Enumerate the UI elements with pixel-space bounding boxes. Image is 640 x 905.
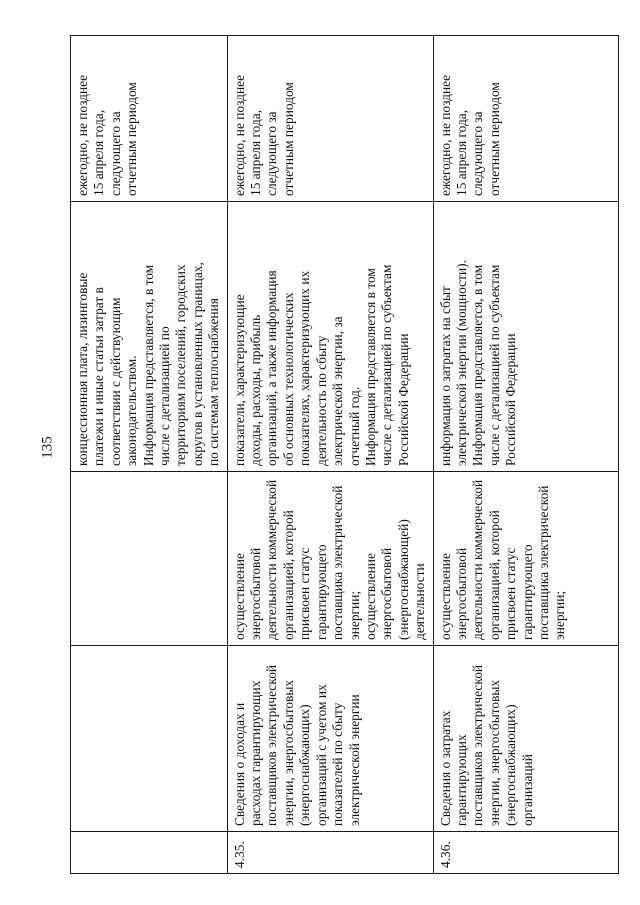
table-row xyxy=(433,36,618,874)
deadline-cell: ежегодно, не позднее 15 апреля года, следующего за отчетным периодом xyxy=(433,36,618,202)
info-content-cell: показатели, характеризующие доходы, расходы, прибыль организаций, а также информация об основных технологических показателях, характеризующих их деятельность по сбыту электрической энергии, за отчетный год. Информация представляется в том числе с детализацией по субъектам Российской Федерации xyxy=(227,202,433,472)
info-content-cell: информация о затратах на сбыт электрической энергии (мощности). Информация представляется, в том числе с детализацией по субъектам Российской Федерации xyxy=(433,202,618,472)
info-content-cell: концессионная плата, лизинговые платежи и иные статьи затрат в соответствии с действующим законодательством. Информация представляется, в том числе с детализацией по территориям поселений, городских округов в установленных границах, по системам теплоснабжения xyxy=(71,202,228,472)
activity-type-cell: осуществление энергосбытовой деятельности коммерческой организацией, которой присвоен статус гарантирующего поставщика электрической энергии; xyxy=(433,472,618,646)
deadline-cell: ежегодно, не позднее 15 апреля года, следующего за отчетным периодом xyxy=(71,36,228,202)
row-number-cell: 4.36. xyxy=(433,832,618,874)
rotated-page-content xyxy=(70,36,610,874)
data-table xyxy=(70,35,619,874)
row-number-cell: 4.35. xyxy=(227,832,433,874)
activity-type-cell: осуществление энергосбытовой деятельности коммерческой организацией, которой присвоен статус гарантирующего поставщика электрической энергии; осуществление энергосбытовой (энергоснабжающей) деятельности xyxy=(227,472,433,646)
deadline-cell: ежегодно, не позднее 15 апреля года, следующего за отчетным периодом xyxy=(227,36,433,202)
row-number-cell xyxy=(71,832,228,874)
table-row xyxy=(71,36,228,874)
activity-type-cell xyxy=(71,472,228,646)
info-name-cell: Сведения о доходах и расходах гарантирующих поставщиков электрической энергии, энергосбытовых (энергоснабжающих) организаций с учетом их показателей по сбыту электрической энергии xyxy=(227,646,433,832)
page-number: 135 xyxy=(39,436,56,459)
table-row xyxy=(227,36,433,874)
info-name-cell: Сведения о затратах гарантирующих поставщиков электрической энергии, энергосбытовых (энергоснабжающих) организаций xyxy=(433,646,618,832)
info-name-cell xyxy=(71,646,228,832)
